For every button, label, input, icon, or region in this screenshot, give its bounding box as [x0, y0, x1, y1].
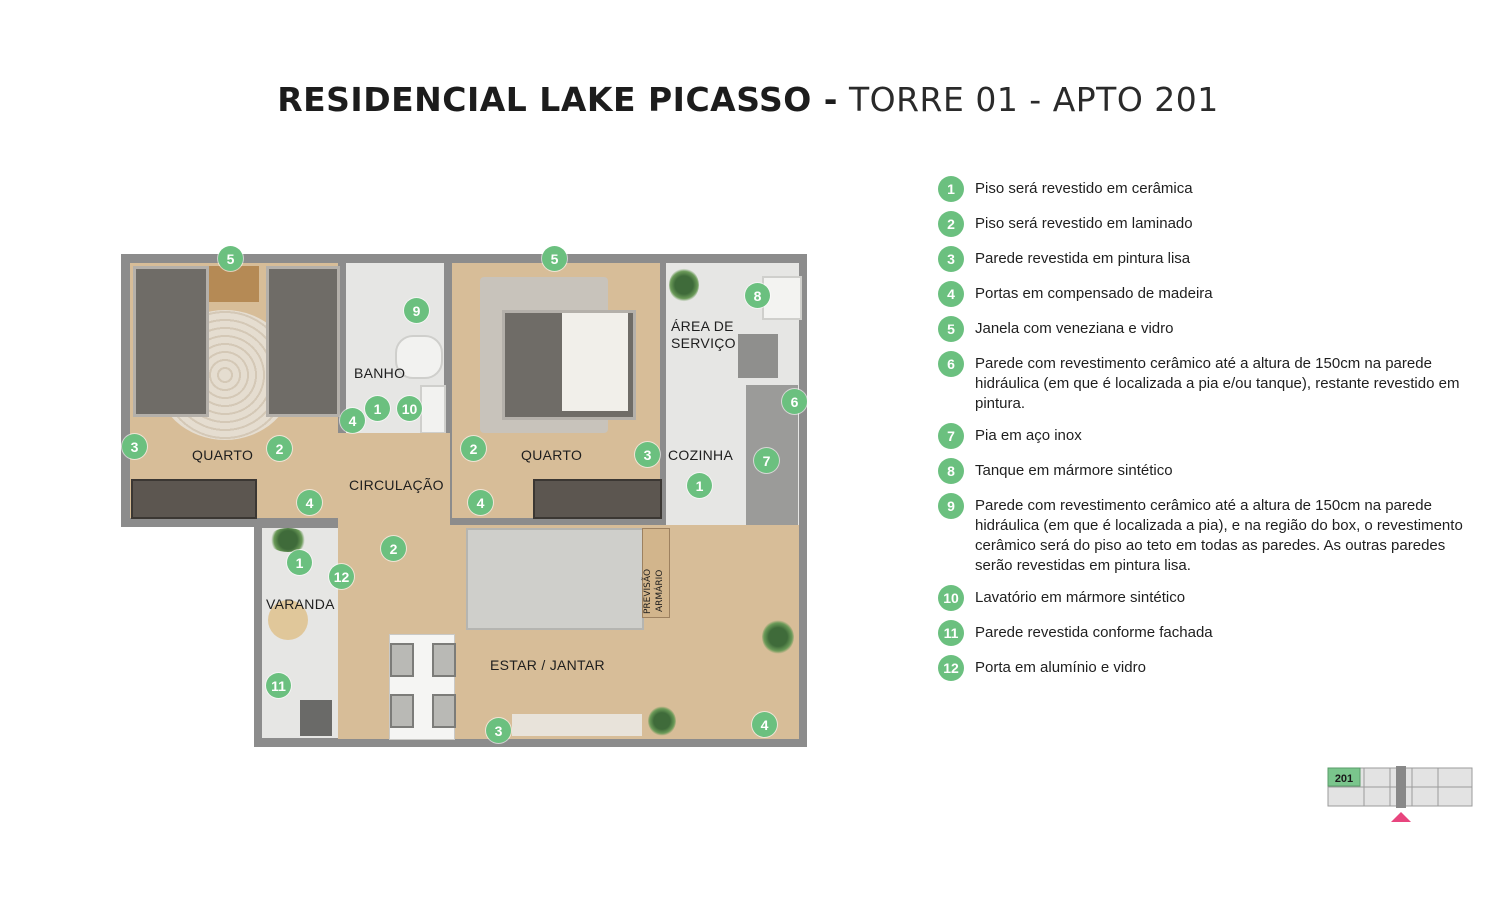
marker: 1 — [287, 550, 312, 575]
legend-item — [938, 281, 1483, 307]
chair — [432, 694, 456, 728]
plant — [648, 706, 676, 736]
legend-number: 6 — [938, 351, 964, 377]
chair — [390, 694, 414, 728]
legend-text: Piso será revestido em laminado — [975, 215, 1193, 232]
marker: 7 — [754, 448, 779, 473]
marker: 5 — [218, 246, 243, 271]
legend-text: Piso será revestido em cerâmica — [975, 180, 1193, 197]
legend-item — [938, 585, 1483, 611]
legend-item — [938, 458, 1483, 484]
lavatorio — [420, 385, 446, 434]
key-plan-core — [1396, 766, 1406, 808]
label-previsao: PREVISÃO — [643, 568, 653, 614]
marker: 9 — [404, 298, 429, 323]
plant — [669, 268, 699, 302]
title-unit: TORRE 01 - APTO 201 — [849, 80, 1219, 119]
legend-item — [938, 423, 1483, 449]
room-label-circulacao: CIRCULAÇÃO — [349, 477, 444, 493]
room-label-area-servico-1: ÁREA DE — [671, 318, 734, 334]
marker: 4 — [297, 490, 322, 515]
key-plan-unit-label: 201 — [1334, 773, 1354, 785]
legend-number: 12 — [938, 655, 964, 681]
legend-item — [938, 316, 1483, 342]
chair — [432, 643, 456, 677]
label-armario: ARMÁRIO — [655, 569, 665, 612]
tv-rack — [512, 714, 642, 736]
marker: 4 — [340, 408, 365, 433]
legend-item — [938, 620, 1483, 646]
legend-number: 8 — [938, 458, 964, 484]
marker: 12 — [329, 564, 354, 589]
marker: 8 — [745, 283, 770, 308]
legend-item — [938, 493, 1483, 576]
legend-text: Parede revestida em pintura lisa — [975, 250, 1191, 267]
marker: 1 — [687, 473, 712, 498]
legend — [938, 176, 1483, 690]
legend-number: 5 — [938, 316, 964, 342]
marker: 1 — [365, 396, 390, 421]
marker: 3 — [486, 718, 511, 743]
marker: 5 — [542, 246, 567, 271]
room-label-cozinha: COZINHA — [668, 447, 734, 463]
marker: 2 — [381, 536, 406, 561]
legend-number: 7 — [938, 423, 964, 449]
legend-item — [938, 351, 1483, 414]
marker: 4 — [752, 712, 777, 737]
marker: 2 — [461, 436, 486, 461]
legend-number: 1 — [938, 176, 964, 202]
room-label-estar-jantar: ESTAR / JANTAR — [490, 657, 605, 673]
legend-number: 4 — [938, 281, 964, 307]
marker: 10 — [397, 396, 422, 421]
grill — [300, 700, 332, 736]
legend-number: 9 — [938, 493, 964, 519]
plant — [762, 620, 794, 654]
key-plan-arrow — [1391, 812, 1411, 822]
bed-left — [133, 266, 209, 417]
marker: 4 — [468, 490, 493, 515]
marker: 3 — [635, 442, 660, 467]
sofa — [466, 528, 644, 630]
title-project: RESIDENCIAL LAKE PICASSO - — [277, 80, 838, 119]
chair — [390, 643, 414, 677]
room-label-area-servico-2: SERVIÇO — [671, 335, 736, 351]
bedsheet — [562, 313, 628, 411]
plant — [268, 528, 308, 552]
legend-text: Portas em compensado de madeira — [975, 285, 1213, 302]
legend-text: Porta em alumínio e vidro — [975, 659, 1146, 676]
nightstand — [209, 266, 259, 302]
legend-number: 10 — [938, 585, 964, 611]
legend-text: Parede com revestimento cerâmico até a altura de 150cm na parede hidráulica (em que é localizada a pia), e na região do box, o revestimento cerâmico será do piso ao teto em todas as paredes. As outras paredes serão revestidas em pintura lisa. — [975, 497, 1463, 574]
wardrobe-quarto-2 — [533, 479, 662, 519]
key-plan — [1326, 764, 1474, 824]
legend-item — [938, 176, 1483, 202]
room-label-varanda: VARANDA — [266, 596, 335, 612]
legend-item — [938, 246, 1483, 272]
room-label-quarto-1: QUARTO — [192, 447, 254, 463]
room-label-quarto-2: QUARTO — [521, 447, 583, 463]
legend-text: Pia em aço inox — [975, 427, 1082, 444]
legend-text: Lavatório em mármore sintético — [975, 589, 1186, 606]
legend-number: 3 — [938, 246, 964, 272]
legend-number: 2 — [938, 211, 964, 237]
legend-text: Parede com revestimento cerâmico até a altura de 150cm na parede hidráulica (em que é localizada a pia e/ou tanque), restante revestido em pintura. — [975, 355, 1460, 412]
legend-text: Tanque em mármore sintético — [975, 462, 1173, 479]
bed-right — [266, 266, 340, 417]
legend-item — [938, 211, 1483, 237]
legend-text: Janela com veneziana e vidro — [975, 320, 1174, 337]
legend-number: 11 — [938, 620, 964, 646]
legend-text: Parede revestida conforme fachada — [975, 624, 1213, 641]
marker: 6 — [782, 389, 807, 414]
room-label-banho: BANHO — [354, 365, 406, 381]
marker: 3 — [122, 434, 147, 459]
wardrobe-quarto-1 — [131, 479, 257, 519]
washer — [738, 334, 778, 378]
legend-item — [938, 655, 1483, 681]
marker: 2 — [267, 436, 292, 461]
marker: 11 — [266, 673, 291, 698]
